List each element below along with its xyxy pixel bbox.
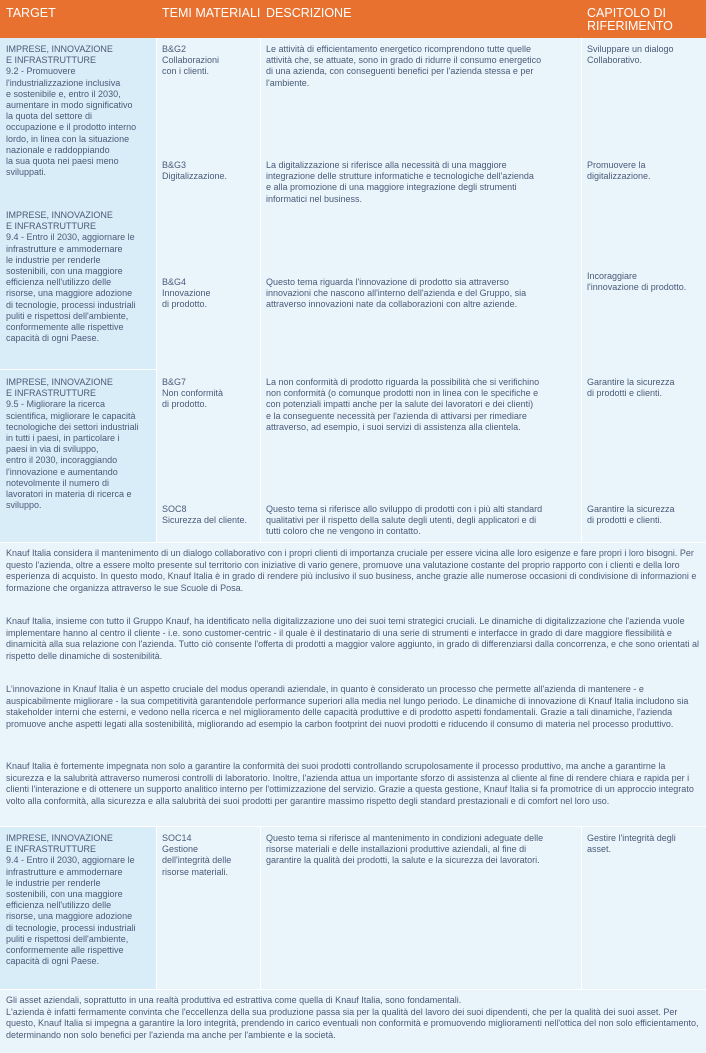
capitolo-cell: Sviluppare un dialogo Collaborativo. (587, 44, 674, 66)
header-capitolo: CAPITOLO DI RIFERIMENTO (587, 6, 673, 33)
header-descrizione: DESCRIZIONE (266, 6, 352, 20)
tema-cell: SOC14 Gestione dell'integrità delle risorse materiali. (162, 833, 232, 877)
descrizione-cell: Questo tema si riferisce al mantenimento in condizioni adeguate delle risorse materiali e delle installazioni produttive aziendali, al fine di garantire la qualità dei prodotti, la salute e la sicurezza dei lavoratori. (266, 833, 544, 866)
materiality-table (0, 38, 706, 542)
descrizione-cell: Le attività di efficientamento energetico ricomprendono tutte quelle attività che, se attuate, sono in grado di ridurre il consumo energetico di una azienda, con conseguenti benefici per l'azienda stessa e per l'ambiente. (266, 44, 542, 88)
descrizione-cell: Questo tema riguarda l'innovazione di prodotto sia attraverso innovazioni che nascono all'interno dell'azienda e del Gruppo, sia attraverso innovazioni nate da collaborazioni con altre aziende. (266, 277, 527, 310)
body-paragraph: Gli asset aziendali, soprattutto in una realtà produttiva ed estrattiva come quella di Knauf Italia, sono fondamentali. L'azienda è infatti fermamente convinta che l'eccellenza della sua produzione passa sia per la qualità del lavoro dei suoi dipendenti, che per la qualità dei suoi asset. Per questo, Knauf Italia si impegna a garantire la loro integrità, prendendo in carico eventuali non conformità e promuovendo miglioramenti nell'ottica del non solo efficientamento, determinando non solo benefici per l'azienda ma anche per l'ambiente e la società. (6, 995, 699, 1040)
target-cell: IMPRESE, INNOVAZIONE E INFRASTRUTTURE 9.4 - Entro il 2030, aggiornare le infrastrutture e ammodernare le industrie per renderle sostenibili, con una maggiore efficienza nell'utilizzo delle risorse, una maggiore adozione di tecnologie, processi industriali puliti e rispettosi dell'ambiente, conformemente alle rispettive capacità di ogni Paese. (6, 833, 136, 967)
descrizione-cell: Questo tema si riferisce allo sviluppo di prodotti con i più alti standard qualitativi per il rispetto della salute degli utenti, degli applicatori e di tutti coloro che ne vengono in contatto. (266, 504, 543, 537)
tema-cell: B&G4 Innovazione di prodotto. (162, 277, 211, 310)
descrizione-cell: La non conformità di prodotto riguarda la possibilità che si verifichino non conformità (o comunque prodotti non in linea con le specifiche e con potenziali impatti anche per la salute dei lavoratori e dei clienti) e la conseguente necessità per l'azienda di attivarsi per rimediare attraverso, ad esempio, i suoi servizi di assistenza alla clientela. (266, 377, 540, 432)
capitolo-cell: Garantire la sicurezza di prodotti e clienti. (587, 504, 675, 526)
header-target: TARGET (6, 6, 56, 20)
target-cell: IMPRESE, INNOVAZIONE E INFRASTRUTTURE 9.2 - Promuovere l'industrializzazione inclusiva e sostenibile e, entro il 2030, aumentare in modo significativo la quota del settore di occupazione e il prodotto interno lordo, in linea con la situazione nazionale e raddoppiando la sua quota nei paesi meno sviluppati. (6, 44, 137, 178)
body-paragraph: L'innovazione in Knauf Italia è un aspetto cruciale del modus operandi aziendale, in quanto è considerato un processo che permette all'azienda di mantenere - e auspicabilmente migliorare - la sua competitività garantendole performance superiori alla media nel lungo periodo. Le dinamiche di innovazione di Knauf Italia includono sia stakeholder interni che esterni, e vedono nella ricerca e nel miglioramento delle capacità produttive e di prodotto aspetti fondamentali. Grazie a tali dinamiche, l'azienda promuove anche aspetti legati alla sostenibilità, migliorando ad esempio la carbon footprint dei nuovi prodotti e riducendo il consumo di materia nel processo produttivo. (6, 684, 689, 729)
capitolo-cell: Gestire l'integrità degli asset. (587, 833, 676, 855)
target-cell: IMPRESE, INNOVAZIONE E INFRASTRUTTURE 9.4 - Entro il 2030, aggiornare le infrastrutture e ammodernare le industrie per renderle sostenibili, con una maggiore efficienza nell'utilizzo delle risorse, una maggiore adozione di tecnologie, processi industriali puliti e rispettosi dell'ambiente, conformemente alle rispettive capacità di ogni Paese. (6, 210, 136, 344)
tema-cell: B&G3 Digitalizzazione. (162, 160, 228, 182)
capitolo-cell: Promuovere la digitalizzazione. (587, 160, 651, 182)
header-temi-materiali: TEMI MATERIALI (162, 6, 261, 20)
divider (0, 369, 156, 370)
capitolo-cell: Garantire la sicurezza di prodotti e clienti. (587, 377, 675, 399)
capitolo-cell: Incoraggiare l'innovazione di prodotto. (587, 271, 687, 293)
body-paragraph: Knauf Italia è fortemente impegnata non solo a garantire la conformità dei suoi prodotti controllando scrupolosamente il processo produttivo, ma anche a garantirne la sicurezza e la salubrità attraverso numerosi controlli di laboratorio. Inoltre, l'azienda attua un importante sforzo di assistenza al cliente al fine di rendere chiara e rapida per i clienti l'interazione e di ottenere un supporto analitico interno per l'ottimizzazione del servizio. Grazie a questa gestione, Knauf Italia si fa promotrice di un approccio integrato volto alla conformità, alla sicurezza e alla salubrità dei suoi prodotti per garantire massimo rispetto degli standard prestazionali e di comfort nel loro uso. (6, 761, 694, 806)
tema-cell: B&G2 Collaborazioni con i clienti. (162, 44, 220, 77)
table-header (0, 0, 706, 38)
body-paragraph: Knauf Italia considera il mantenimento di un dialogo collaborativo con i propri clienti di importanza cruciale per essere vicina alle loro esigenze e fare propri i loro bisogni. Per questo l'azienda, oltre a essere molto presente sul territorio con iniziative di vario genere, promuove una valutazione costante del proprio rapporto con i clienti e della loro esperienza di acquisto. In questo modo, Knauf Italia è in grado di rendere più inclusivo il suo business, anche grazie alle numerose occasioni di condivisione di informazioni e formazione che organizza attraverso le sue Scuole di Posa. (6, 548, 697, 593)
descrizione-cell: La digitalizzazione si riferisce alla necessità di una maggiore integrazione delle strutture informatiche e tecnologiche dell'azienda e alla promozione di una maggiore integrazione degli strumenti informatici nel business. (266, 160, 534, 204)
materiality-table-2 (0, 827, 706, 989)
target-cell: IMPRESE, INNOVAZIONE E INFRASTRUTTURE 9.5 - Migliorare la ricerca scientifica, migliorare le capacità tecnologiche dei settori industriali in tutti i paesi, in particolare i paesi in via di sviluppo, entro il 2030, incoraggiando l'innovazione e aumentando notevolmente il numero di lavoratori in materia di ricerca e sviluppo. (6, 377, 139, 511)
body-paragraph: Knauf Italia, insieme con tutto il Gruppo Knauf, ha identificato nella digitalizzazione uno dei suoi temi strategici cruciali. Le dinamiche di digitalizzazione che l'azienda vuole implementare hanno al centro il cliente - i.e. sono customer-centric - il quale è il destinatario di una serie di strumenti e interfacce in grado di dare maggiore flessibilità e dinamicità alla sua relazione con l'azienda. Tutto ciò consente l'offerta di prodotti a maggior valore aggiunto, in grado di differenziarsi dalla concorrenza, e che sono orientati al rispetto delle dinamiche di sostenibilità. (6, 616, 700, 661)
tema-cell: B&G7 Non conformità di prodotto. (162, 377, 224, 410)
tema-cell: SOC8 Sicurezza del cliente. (162, 504, 248, 526)
